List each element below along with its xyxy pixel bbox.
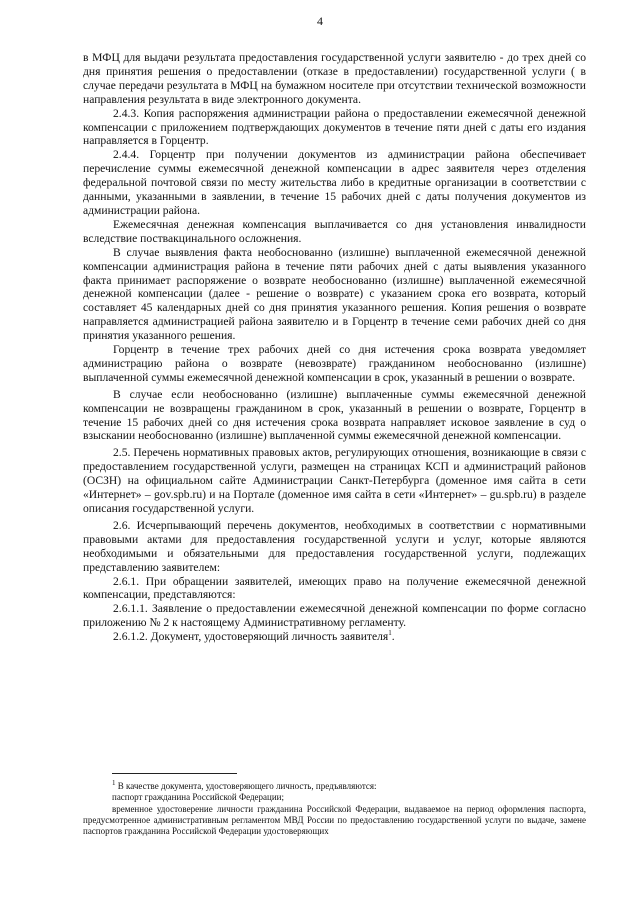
footnote-temporary-id: временное удостоверение личности гражданина Российской Федерации, выдаваемое на период оформления паспорта, предусмотренное административным регламентом МВД России по предоставлению государственной услуги по выдаче, замене паспортов гражданина Российской Федерации удостоверяющих [83,803,586,837]
footnotes [83,781,586,837]
paragraph-continuation: в МФЦ для выдачи результата предоставления государственной услуги заявителю - до трех дней со дня принятия решения о предоставлении (отказе в предоставлении) государственной услуги ( в случае передачи результата в МФЦ на бумажном носителе при отсутствии технической возможности направления результата в виде электронного документа. [83,51,586,106]
footnote-marker: 1 [388,629,392,638]
document-body [83,51,586,644]
paragraph-overpayment-decision: В случае выявления факта необоснованно (излишне) выплаченной ежемесячной денежной компенсации администрация района в течение пяти рабочих дней с даты выявления указанного факта принимает распоряжение о возврате необоснованно (излишне) выплаченной ежемесячной денежной компенсации (далее - решение о возврате) с указанием срока его возврата, который составляет 45 календарных дней со дня принятия указанного решения. Копия решения о возврате направляется администрацией района заявителю и в Горцентр в течение семи рабочих дней со дня принятия указанного решения. [83,245,586,343]
paragraph-compensation-start: Ежемесячная денежная компенсация выплачивается со дня установления инвалидности вследствие поствакцинального осложнения. [83,217,586,245]
page-number: 4 [317,14,323,28]
paragraph-court-claim: В случае если необоснованно (излишне) выплаченные суммы ежемесячной денежной компенсации не возвращены гражданином в срок, указанный в решении о возврате, Горцентр в течение 15 рабочих дней со дня истечения срока возврата направляет исковое заявление в суд о взыскании необоснованно (излишне) выплаченной суммы ежемесячной денежной компенсации. [83,387,586,443]
paragraph-2-4-4: 2.4.4. Горцентр при получении документов из администрации района обеспечивает перечисление суммы ежемесячной денежной компенсации в адрес заявителя через отделения федеральной почтовой связи по месту жительства либо в кредитные организации в соответствии с данными, указанными в заявлении, в течение 15 рабочих дней с даты получения документов из администрации района. [83,148,586,217]
paragraph-gorcentr-notice: Горцентр в течение трех рабочих дней со дня истечения срока возврата уведомляет администрацию района о возврате (невозврате) гражданином необоснованно (излишне) выплаченной суммы ежемесячной денежной компенсации в срок, указанный в решении о возврате. [83,343,586,384]
paragraph-2-5: 2.5. Перечень нормативных правовых актов, регулирующих отношения, возникающие в связи с предоставлением государственной услуги, размещен на страницах КСП и администраций районов (ОСЗН) на официальном сайте Администрации Санкт-Петербурга (доменное имя сайта в сети «Интернет» – gov.spb.ru) и на Портале (доменное имя сайта в сети «Интернет» – gu.spb.ru) в разделе описания государственной услуги. [83,446,586,515]
paragraph-2-6-1: 2.6.1. При обращении заявителей, имеющих право на получение ежемесячной денежной компенсации, представляются: [83,574,586,602]
footnote-1 [83,781,586,792]
paragraph-2-4-3: 2.4.3. Копия распоряжения администрации района о предоставлении ежемесячной денежной компенсации с приложением подтверждающих документов в течение пяти дней с даты его издания направляется в Горцентр. [83,106,586,148]
paragraph-2-6-1-2: 2.6.1.2. Документ, удостоверяющий личность заявителя$^1$. [113,629,395,644]
footnote-passport: паспорт гражданина Российской Федерации; [112,792,284,803]
paragraph-2-6: 2.6. Исчерпывающий перечень документов, необходимых в соответствии с нормативными правовыми актами для предоставления государственной услуги и услуг, которые являются необходимыми и обязательными для предоставления государственной услуги, подлежащих представлению заявителем: [83,518,586,574]
footnote-separator [112,773,237,774]
footnote-1-text: В качестве документа, удостоверяющего личность, предъявляются: [117,781,377,791]
paragraph-2-6-1-2-text: 2.6.1.2. Документ, удостоверяющий личность заявителя [113,630,389,644]
paragraph-2-6-1-1: 2.6.1.1. Заявление о предоставлении ежемесячной денежной компенсации по форме согласно приложению № 2 к настоящему Административному регламенту. [83,602,586,630]
footnote-1-marker: 1 [112,779,116,787]
